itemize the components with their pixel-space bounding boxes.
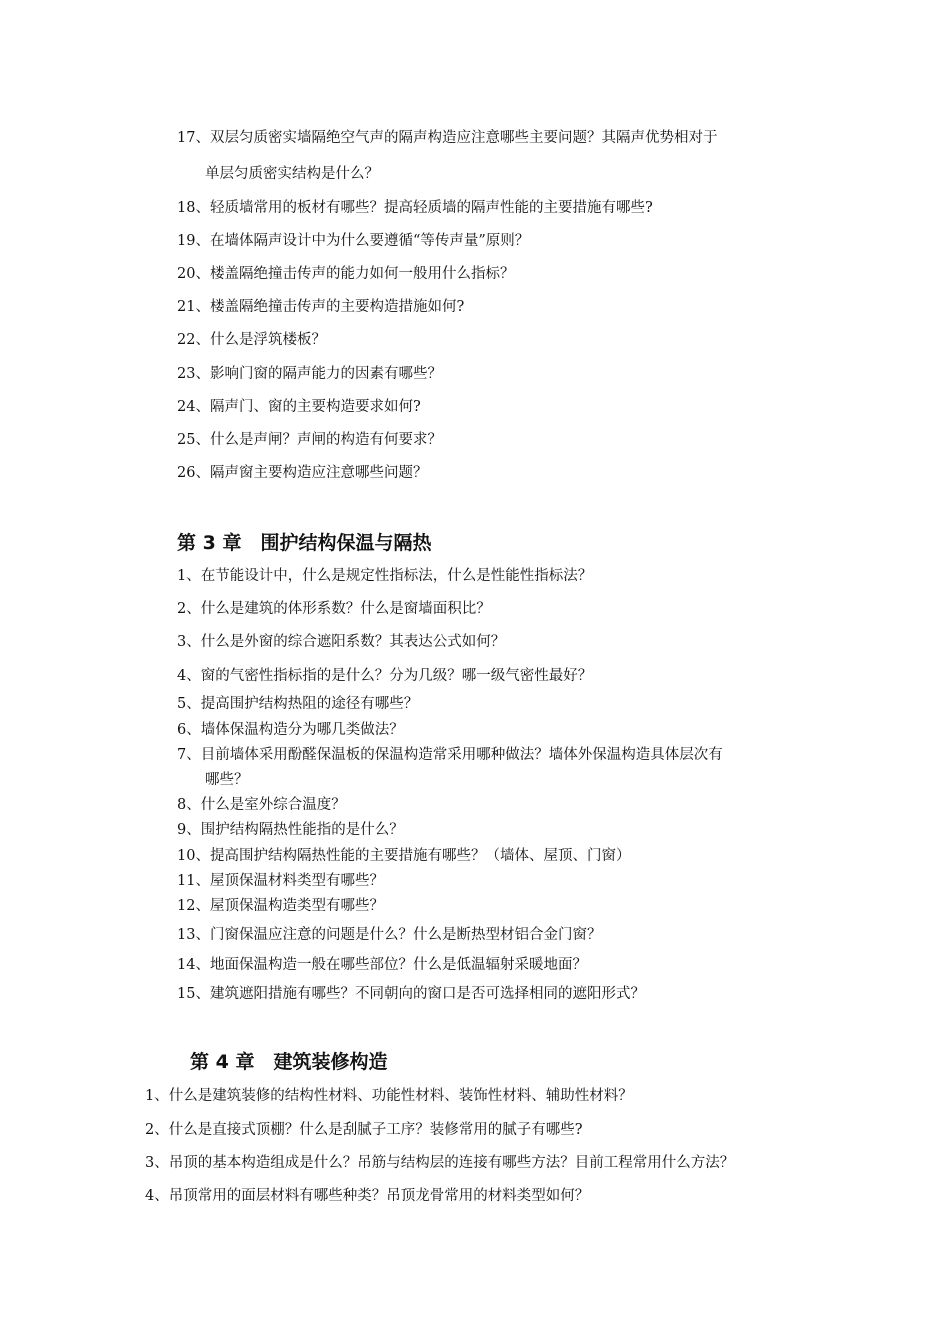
question-25: 25、什么是声闸？声闸的构造有何要求？ — [177, 432, 442, 448]
ch3-question-4: 4、窗的气密性指标指的是什么？分为几级？哪一级气密性最好？ — [177, 668, 593, 684]
ch3-question-7-continued: 哪些？ — [205, 772, 249, 788]
ch3-question-9: 9、围护结构隔热性能指的是什么？ — [177, 822, 404, 838]
ch3-question-5: 5、提高围护结构热阻的途径有哪些？ — [177, 696, 419, 712]
ch3-question-13: 13、门窗保温应注意的问题是什么？什么是断热型材铝合金门窗？ — [177, 927, 602, 943]
chapter-4-heading: 第 4 章 建筑装修构造 — [190, 1051, 388, 1073]
ch3-question-12: 12、屋顶保温构造类型有哪些？ — [177, 898, 384, 914]
question-20: 20、楼盖隔绝撞击传声的能力如何一般用什么指标？ — [177, 266, 515, 282]
chapter-3-heading: 第 3 章 围护结构保温与隔热 — [177, 532, 432, 554]
ch3-question-11: 11、屋顶保温材料类型有哪些？ — [177, 873, 384, 889]
ch3-question-2: 2、什么是建筑的体形系数？什么是窗墙面积比？ — [177, 601, 491, 617]
ch3-question-3: 3、什么是外窗的综合遮阳系数？其表达公式如何？ — [177, 634, 506, 650]
question-17-continued: 单层匀质密实结构是什么？ — [205, 166, 379, 182]
ch3-question-15: 15、建筑遮阳措施有哪些？不同朝向的窗口是否可选择相同的遮阳形式？ — [177, 986, 645, 1002]
question-19: 19、在墙体隔声设计中为什么要遵循“等传声量”原则？ — [177, 233, 530, 249]
question-17: 17、双层匀质密实墙隔绝空气声的隔声构造应注意哪些主要问题？其隔声优势相对于 — [177, 130, 718, 146]
ch4-question-3: 3、吊顶的基本构造组成是什么？吊筋与结构层的连接有哪些方法？目前工程常用什么方法？ — [145, 1155, 735, 1171]
ch3-question-10: 10、提高围护结构隔热性能的主要措施有哪些？（墙体、屋顶、门窗） — [177, 848, 631, 864]
ch4-question-2: 2、什么是直接式顶棚？什么是刮腻子工序？装修常用的腻子有哪些? — [145, 1122, 583, 1138]
ch3-question-6: 6、墙体保温构造分为哪几类做法？ — [177, 722, 404, 738]
ch3-question-1: 1、在节能设计中，什么是规定性指标法，什么是性能性指标法？ — [177, 568, 593, 584]
ch4-question-4: 4、吊顶常用的面层材料有哪些种类？吊顶龙骨常用的材料类型如何？ — [145, 1188, 590, 1204]
ch3-question-14: 14、地面保温构造一般在哪些部位？什么是低温辐射采暖地面？ — [177, 957, 587, 973]
ch3-question-7: 7、目前墙体采用酚醛保温板的保温构造常采用哪种做法？墙体外保温构造具体层次有 — [177, 747, 723, 763]
question-26: 26、隔声窗主要构造应注意哪些问题？ — [177, 465, 428, 481]
question-21: 21、楼盖隔绝撞击传声的主要构造措施如何? — [177, 299, 465, 315]
question-23: 23、影响门窗的隔声能力的因素有哪些？ — [177, 366, 442, 382]
question-22: 22、什么是浮筑楼板？ — [177, 332, 326, 348]
ch4-question-1: 1、什么是建筑装修的结构性材料、功能性材料、装饰性材料、辅助性材料？ — [145, 1088, 633, 1104]
ch3-question-8: 8、什么是室外综合温度？ — [177, 797, 346, 813]
question-24: 24、隔声门、窗的主要构造要求如何? — [177, 399, 421, 415]
question-18: 18、轻质墙常用的板材有哪些？提高轻质墙的隔声性能的主要措施有哪些? — [177, 200, 653, 216]
